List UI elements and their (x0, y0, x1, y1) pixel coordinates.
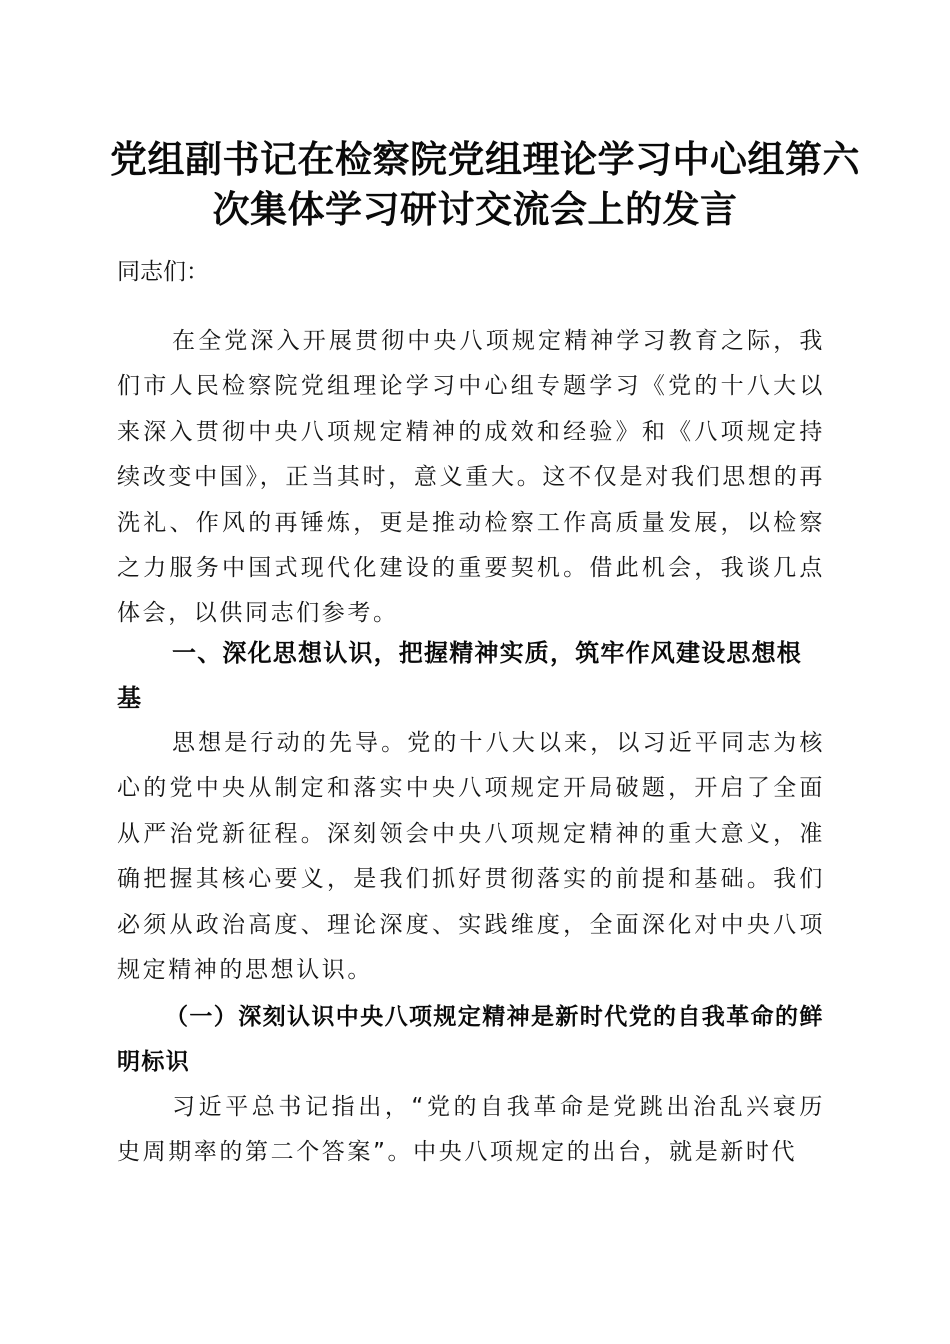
paragraph-section-1: 思想是行动的先导。党的十八大以来，以习近平同志为核心的党中央从制定和落实中央八项规定开局破题，开启了全面从严治党新征程。深刻领会中央八项规定精神的重大意义，准确把握其核心要义，是我们抓好贯彻落实的前提和基础。我们必须从政治高度、理论深度、实践维度，全面深化对中央八项规定精神的思想认识。 (117, 730, 825, 984)
paragraph-subsection-1: 习近平总书记指出，“党的自我革命是党跳出治乱兴衰历史周期率的第二个答案”。中央八项规定的出台，就是新时代 (117, 1094, 825, 1166)
salutation: 同志们： (117, 259, 209, 285)
document-title-line-1: 党组副书记在检察院党组理论学习中心组第六 (110, 137, 860, 181)
document-title-line-2: 次集体学习研讨交流会上的发言 (212, 187, 738, 231)
section-heading-1: 一、深化思想认识，把握精神实质，筑牢作风建设思想根基 (117, 639, 802, 712)
subsection-heading-1: （一）深刻认识中央八项规定精神是新时代党的自我革命的鲜明标识 (117, 1004, 824, 1075)
paragraph-intro: 在全党深入开展贯彻中央八项规定精神学习教育之际，我们市人民检察院党组理论学习中心组专题学习《党的十八大以来深入贯彻中央八项规定精神的成效和经验》和《八项规定持续改变中国》，正当其时，意义重大。这不仅是对我们思想的再洗礼、作风的再锤炼，更是推动检察工作高质量发展，以检察之力服务中国式现代化建设的重要契机。借此机会，我谈几点体会，以供同志们参考。 (117, 328, 825, 627)
